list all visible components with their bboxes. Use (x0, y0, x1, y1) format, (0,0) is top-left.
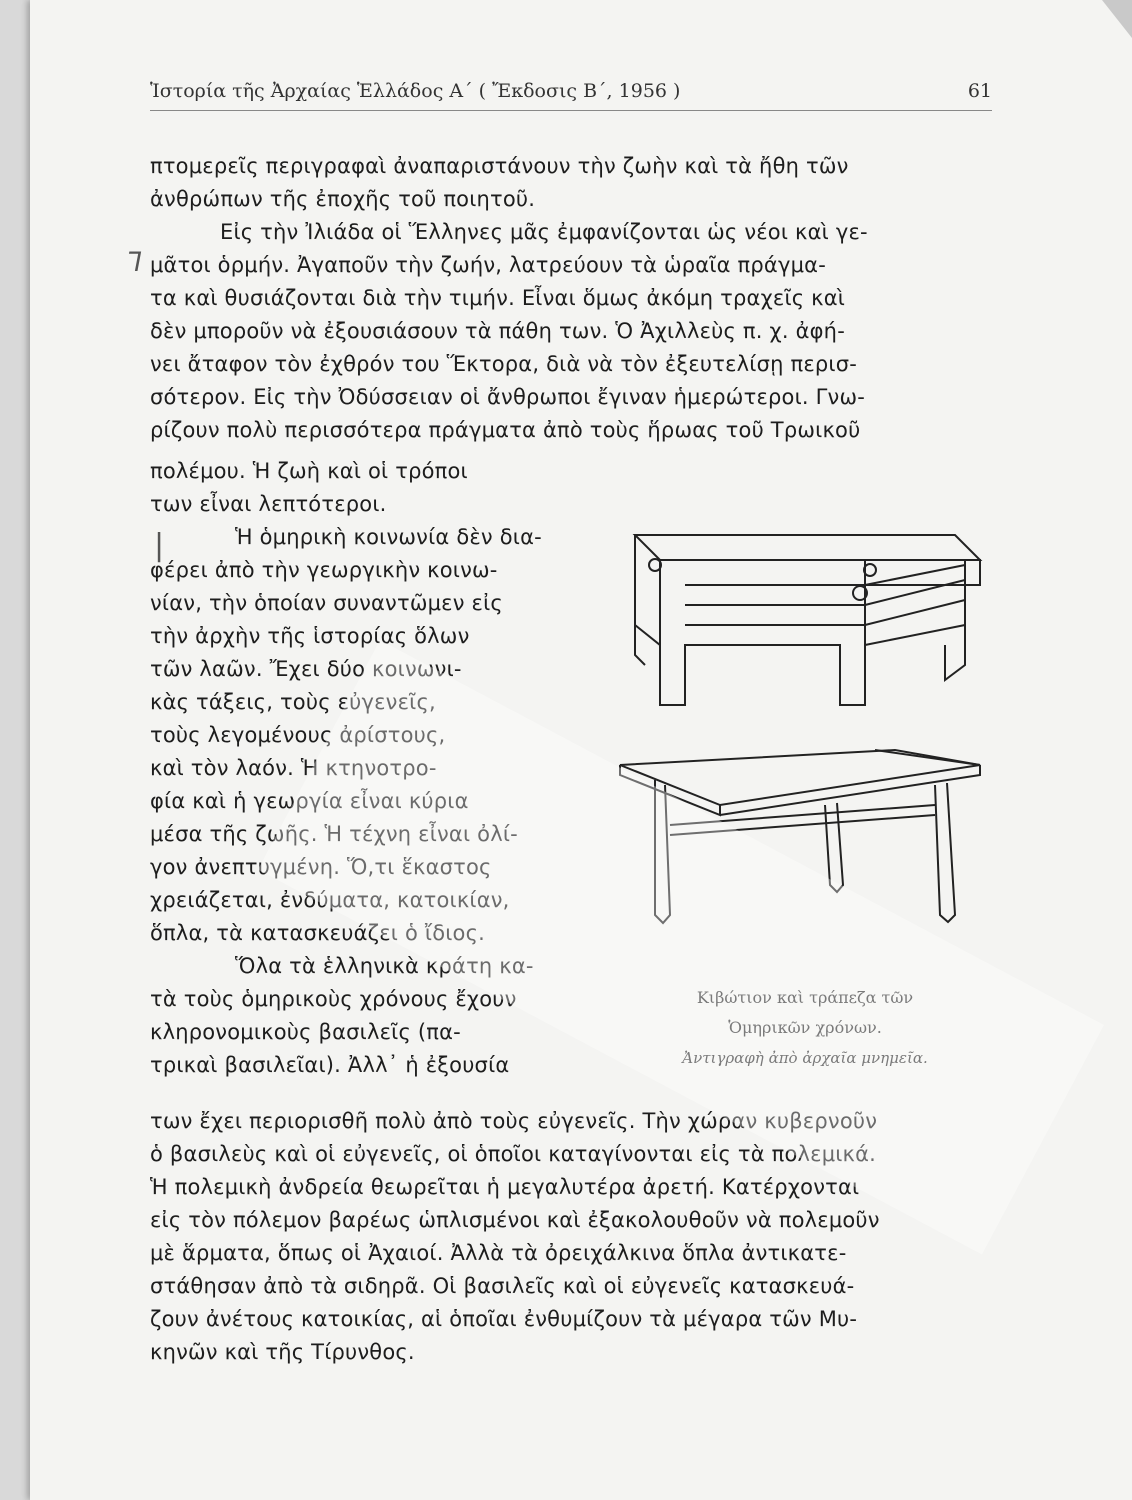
text-line: ζουν ἀνέτους κατοικίας, αἱ ὁποῖαι ἐνθυμίζουν τὰ μέγαρα τῶν Μυ- (150, 1307, 858, 1331)
book-title: Ἱστορία τῆς Ἀρχαίας Ἑλλάδος Α΄ ( Ἔκδοσις Β΄, 1956 ) (150, 80, 681, 102)
text-line: τὰ τοὺς ὁμηρικοὺς χρόνους ἔχουν (150, 987, 517, 1011)
text-line: καὶ τὸν λαόν. Ἡ κτηνοτρο- (150, 756, 437, 780)
text-line: τὴν ἀρχὴν τῆς ἱστορίας ὅλων (150, 624, 470, 648)
paragraph-top (150, 150, 1010, 447)
text-line: γον ἀνεπτυγμένη. Ὅ,τι ἕκαστος (150, 855, 492, 879)
running-header (150, 80, 992, 111)
text-line: τρικαὶ βασιλεῖαι). Ἀλλ᾿ ἡ ἐξουσία (150, 1053, 510, 1077)
text-line: πτομερεῖς περιγραφαὶ ἀναπαριστάνουν τὴν ζωὴν καὶ τὰ ἤθη τῶν (150, 154, 849, 178)
text-line: κληρονομικοὺς βασιλεῖς (πα- (150, 1020, 461, 1044)
text-line: τοὺς λεγομένους ἀρίστους, (150, 723, 446, 747)
page-number: 61 (967, 80, 992, 102)
text-line: Ἡ πολεμικὴ ἀνδρεία θεωρεῖται ἡ μεγαλυτέρα ἀρετή. Κατέρχονται (150, 1175, 860, 1199)
margin-mark: ᒣ (126, 248, 142, 278)
text-line: δὲν μποροῦν νὰ ἐξουσιάσουν τὰ πάθη των. Ὁ Ἀχιλλεὺς π. χ. ἀφή- (150, 319, 845, 343)
folded-corner (1102, 0, 1132, 38)
figure-caption (625, 983, 985, 1073)
text-line: ὁ βασιλεὺς καὶ οἱ εὐγενεῖς, οἱ ὁποῖοι καταγίνονται εἰς τὰ πολεμικά. (150, 1142, 877, 1166)
figure-illustration (615, 505, 995, 945)
text-line: τα καὶ θυσιάζονται διὰ τὴν τιμήν. Εἶναι ὅμως ἀκόμη τραχεῖς καὶ (150, 286, 846, 310)
text-line: ἀνθρώπων τῆς ἐποχῆς τοῦ ποιητοῦ. (150, 187, 536, 211)
text-line: ρίζουν πολὺ περισσότερα πράγματα ἀπὸ τοὺς ἥρωας τοῦ Τρωικοῦ (150, 418, 861, 442)
table-drawing (620, 750, 980, 923)
text-line: φία καὶ ἡ γεωργία εἶναι κύρια (150, 789, 469, 813)
text-line: σότερον. Εἰς τὴν Ὀδύσσειαν οἱ ἄνθρωποι ἔγιναν ἡμερώτεροι. Γνω- (150, 385, 866, 409)
text-line: τῶν λαῶν. Ἔχει δύο κοινωνι- (150, 657, 462, 681)
text-line: πολέμου. Ἡ ζωὴ καὶ οἱ τρόποι (150, 459, 468, 483)
text-line: Εἰς τὴν Ἰλιάδα οἱ Ἕλληνες μᾶς ἐμφανίζονται ὡς νέοι καὶ γε- (220, 220, 868, 244)
text-line: των εἶναι λεπτότεροι. (150, 492, 387, 516)
text-line: των ἔχει περιορισθῆ πολὺ ἀπὸ τοὺς εὐγενεῖς. Τὴν χώραν κυβερνοῦν (150, 1109, 878, 1133)
text-line: μέσα τῆς ζωῆς. Ἡ τέχνη εἶναι ὀλί- (150, 822, 518, 846)
text-line: νει ἄταφον τὸν ἐχθρόν του Ἕκτορα, διὰ νὰ τὸν ἐξευτελίσῃ περισ- (150, 352, 858, 376)
furniture-drawing (615, 505, 995, 945)
text-line: μὲ ἅρματα, ὅπως οἱ Ἀχαιοί. Ἀλλὰ τὰ ὀρειχάλκινα ὅπλα ἀντικατε- (150, 1241, 847, 1265)
text-line: κὰς τάξεις, τοὺς εὐγενεῖς, (150, 690, 436, 714)
text-line: φέρει ἀπὸ τὴν γεωργικὴν κοινω- (150, 558, 498, 582)
text-line: εἰς τὸν πόλεμον βαρέως ὡπλισμένοι καὶ ἐξακολουθοῦν νὰ πολεμοῦν (150, 1208, 880, 1232)
text-line: μᾶτοι ὁρμήν. Ἀγαποῦν τὴν ζωήν, λατρεύουν τὰ ὡραῖα πράγμα- (150, 253, 826, 277)
text-line: κηνῶν καὶ τῆς Τίρυνθος. (150, 1340, 415, 1364)
chest-drawing (635, 535, 980, 705)
caption-line: Ἀντιγραφὴ ἀπὸ ἀρχαῖα μνημεῖα. (682, 1049, 928, 1067)
text-line: νίαν, τὴν ὁποίαν συναντῶμεν εἰς (150, 591, 503, 615)
text-line: χρειάζεται, ἐνδύματα, κατοικίαν, (150, 888, 510, 912)
text-line: Ὅλα τὰ ἑλληνικὰ κράτη κα- (235, 954, 534, 978)
text-line: στάθησαν ἀπὸ τὰ σιδηρᾶ. Οἱ βασιλεῖς καὶ οἱ εὐγενεῖς κατασκευά- (150, 1274, 855, 1298)
paragraph-bottom (150, 1105, 1010, 1369)
caption-line: Ὁμηρικῶν χρόνων. (728, 1018, 882, 1037)
text-line: Ἡ ὁμηρικὴ κοινωνία δὲν δια- (235, 525, 542, 549)
margin-mark: | (154, 528, 165, 563)
book-page (30, 0, 1132, 1500)
paragraph-side (150, 455, 610, 1082)
text-line: ὅπλα, τὰ κατασκευάζει ὁ ἴδιος. (150, 921, 485, 945)
caption-line: Κιβώτιον καὶ τράπεζα τῶν (696, 988, 914, 1007)
